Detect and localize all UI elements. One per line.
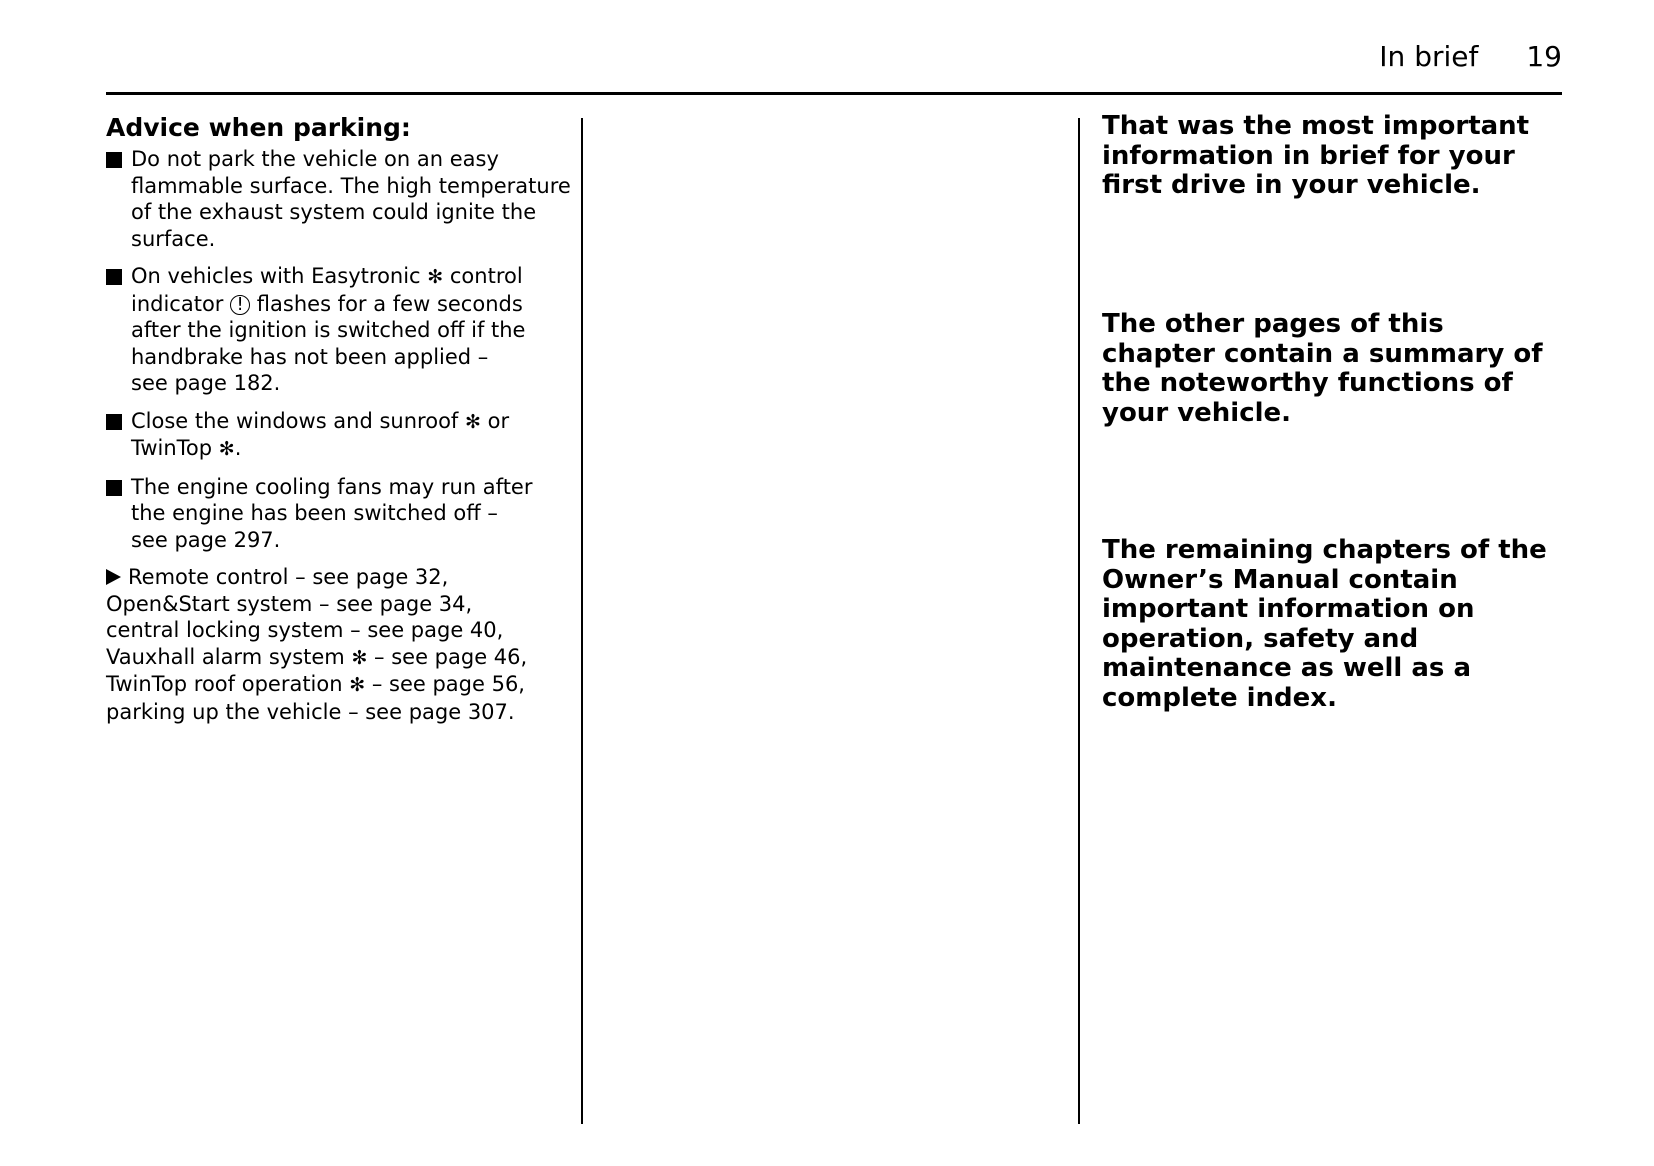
bullet-square-icon [106, 152, 122, 168]
parking-advice-list [106, 146, 571, 553]
parking-advice-heading: Advice when parking: [106, 113, 411, 142]
page-number: 19 [1526, 40, 1562, 73]
summary-paragraph-2: The other pages of this chapter contain a summary of the noteworthy functions of your vehicle. [1102, 309, 1543, 428]
optional-equipment-star-icon: ✻ [218, 438, 235, 460]
header-rule [106, 92, 1562, 95]
optional-equipment-star-icon: ✻ [465, 410, 481, 433]
list-item: The engine cooling fans may run after the engine has been switched off – see page 297. [106, 474, 566, 554]
arrow-right-icon [106, 569, 121, 585]
optional-equipment-star-icon: ✻ [351, 646, 368, 669]
summary-paragraph-1: That was the most important information in brief for your first drive in your vehicle. [1102, 111, 1530, 200]
list-item: On vehicles with Easytronic ✻ control indicator ! flashes for a few seconds after the ignition is switched off if the handbrake has not been applied – see page 182. [106, 263, 566, 397]
section-title: In brief [1379, 40, 1479, 73]
list-item: Do not park the vehicle on an easy flammable surface. The high temperature of the exhaust system could ignite the surface. [106, 146, 566, 252]
bullet-square-icon [106, 269, 122, 285]
page-header [1379, 40, 1562, 74]
column-divider-left [581, 118, 583, 1124]
bullet-square-icon [106, 480, 122, 496]
cross-references: Remote control – see page 32, Open&Start system – see page 34, central locking system – see page 40, Vauxhall alarm system ✻ – see page 46, TwinTop roof operation ✻ – see page 56, parking up the vehicle – see page 307. [106, 565, 528, 724]
optional-equipment-star-icon: ✻ [349, 674, 366, 696]
control-indicator-icon: ! [230, 295, 250, 315]
summary-paragraph-3: The remaining chapters of the Owner’s Manual contain important information on operation, safety and maintenance as well as a complete index. [1102, 535, 1547, 713]
left-column [106, 112, 571, 725]
column-divider-right [1078, 118, 1080, 1124]
bullet-square-icon [106, 414, 122, 430]
optional-equipment-star-icon: ✻ [427, 266, 444, 288]
list-item: Close the windows and sunroof ✻ or TwinTop ✻. [106, 408, 566, 463]
